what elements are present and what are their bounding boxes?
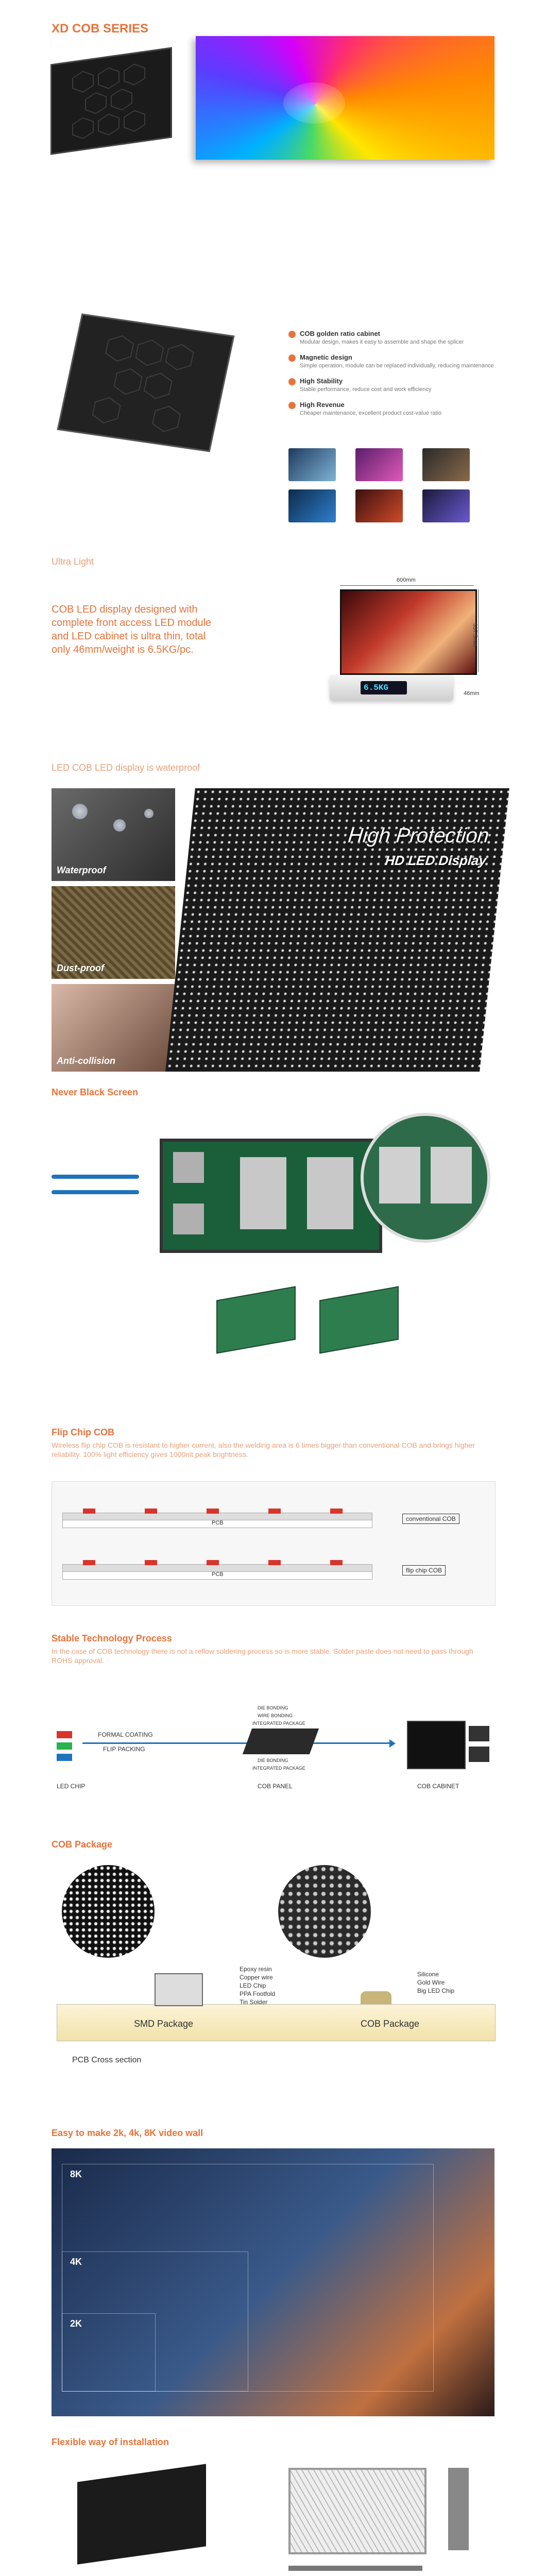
smd-closeup-image	[62, 1865, 155, 1958]
cob-cabinet-side	[469, 1726, 489, 1741]
anticollision-image	[52, 984, 175, 1072]
flip-chip-title: Flip Chip COB	[52, 1427, 114, 1437]
feature-item	[288, 353, 505, 374]
pcb-label: PCB	[212, 1520, 224, 1526]
feature-item	[288, 401, 505, 421]
flip-chip-cob-label: flip chip COB	[402, 1565, 446, 1575]
package-cross-section	[57, 2004, 496, 2041]
feature-bullet-icon	[288, 354, 296, 362]
receiving-card-image	[216, 1286, 296, 1353]
pcb-label: PCB	[212, 1571, 224, 1578]
pcb-cross-section-label: PCB Cross section	[72, 2056, 142, 2064]
feature-bullet-icon	[288, 378, 296, 385]
process-arrow	[82, 1742, 391, 1744]
smd-layer-label: Tin Solder	[240, 1998, 268, 2006]
feature-title: High Stability	[300, 377, 343, 385]
dustproof-label: Dust-proof	[57, 963, 104, 973]
receiving-card-image	[319, 1286, 399, 1353]
cabinet-angle-image	[57, 313, 235, 452]
features-section	[0, 309, 546, 526]
hex-frame-image	[288, 2468, 426, 2554]
feature-item	[288, 330, 505, 350]
feature-bullet-icon	[288, 402, 296, 409]
smd-layer-label: LED Chip	[240, 1982, 266, 1989]
series-title: XD COB SERIES	[52, 22, 149, 36]
video-wall-title: Easy to make 2k, 4k, 8K video wall	[52, 2128, 203, 2138]
dimension-width-label: 600mm	[397, 577, 416, 583]
stable-tech-description: In the case of COB technology there is not a reflow soldering process so is more stable. Solder paste does not need to pass through ROHS approval.	[52, 1647, 473, 1665]
cob-panel-image	[243, 1728, 319, 1754]
cob-panel-caption: COB PANEL	[258, 1783, 293, 1790]
never-black-screen-section	[0, 1082, 546, 1401]
bracket-bar	[288, 2566, 422, 2571]
ultra-light-section	[0, 546, 546, 752]
application-thumbnail	[288, 448, 336, 481]
application-thumbnail	[422, 448, 470, 481]
process-step: INTEGRATED PACKAGE	[252, 1721, 305, 1726]
feature-desc: Cheaper maintenance, excellent product cost-value ratio	[300, 410, 442, 416]
cob-package-title: COB Package	[52, 1839, 113, 1850]
cob-closeup-image	[278, 1865, 371, 1958]
led-chip-red	[57, 1731, 72, 1738]
process-arrow-head-icon	[389, 1739, 396, 1748]
stable-tech-title: Stable Technology Process	[52, 1633, 172, 1643]
smd-layer-label: PPA Footfold	[240, 1990, 276, 1997]
cob-component	[361, 1991, 391, 2004]
flip-chip-section	[0, 1422, 546, 1628]
cob-cabinet-caption: COB CABINET	[417, 1783, 459, 1790]
dimension-height-line	[478, 589, 479, 672]
application-thumbnail	[422, 489, 470, 522]
zoom-detail-circle	[361, 1113, 490, 1243]
wall-mount-image	[448, 2468, 469, 2550]
high-protection-heading: High Protection	[347, 824, 490, 847]
feature-list	[288, 330, 505, 433]
label-4k: 4K	[70, 2257, 82, 2267]
flip-chip-diagram	[52, 1481, 496, 1606]
network-cable-icon	[52, 1175, 139, 1179]
flip-packing-label: FLIP PACKING	[103, 1745, 145, 1753]
formal-coating-label: FORMAL COATING	[98, 1731, 153, 1738]
application-thumbnail	[355, 448, 403, 481]
video-wall-section	[0, 2123, 546, 2432]
feature-bullet-icon	[288, 331, 296, 338]
cob-layer-label: Gold Wire	[417, 1979, 445, 1986]
process-step: WIRE BONDING	[258, 1713, 293, 1718]
video-wall-image	[52, 2148, 494, 2416]
stable-technology-section	[0, 1628, 546, 1824]
led-matrix-closeup-image	[165, 788, 509, 1072]
dimension-depth-label: 46mm	[464, 690, 480, 697]
label-2k: 2K	[70, 2318, 82, 2329]
waterproof-label: Waterproof	[57, 865, 106, 875]
network-cable-icon	[52, 1190, 139, 1194]
process-step: DIE BONDING	[258, 1758, 288, 1763]
led-chip-caption: LED CHIP	[57, 1783, 86, 1790]
led-chip-green	[57, 1742, 72, 1750]
dimension-height-label: 337.5mm	[472, 623, 478, 647]
scale-reading: 6.5KG	[364, 683, 389, 692]
conventional-cob-label: conventional COB	[402, 1514, 459, 1524]
cob-cabinet-image	[407, 1721, 466, 1769]
hexagon-pattern-icon	[52, 49, 170, 153]
feature-title: Magnetic design	[300, 353, 352, 361]
cob-cabinet-side	[469, 1747, 489, 1762]
smd-layer-label: Epoxy resin	[240, 1965, 272, 1973]
cob-package-label: COB Package	[361, 2019, 420, 2029]
process-step: DIE BONDING	[258, 1705, 288, 1710]
smd-package-label: SMD Package	[134, 2019, 194, 2029]
feature-item	[288, 377, 505, 398]
cob-package-section	[0, 1834, 546, 2123]
screen-on-scale-image	[340, 589, 477, 675]
cob-layer-label: Silicone	[417, 1971, 439, 1978]
swirl-screen-image	[196, 36, 494, 160]
ultra-light-label: Ultra Light	[52, 556, 94, 567]
feature-title: COB golden ratio cabinet	[300, 330, 381, 337]
flip-chip-description: Wireless flip chip COB is resistant to higher current, also the welding area is 6 times bigger than conventional COB and brings higher reliability. 100% light efficiency gives 1000nit peak brightness.	[52, 1441, 475, 1459]
dustproof-image	[52, 886, 175, 979]
hero-section	[0, 0, 546, 160]
smd-component	[155, 1973, 203, 2006]
ultra-light-description: COB LED display designed with complete front access LED module and LED cabinet is ultra thin, total only 46mm/weight is 6.5KG/pc.	[52, 604, 212, 655]
smd-layer-label: Copper wire	[240, 1974, 273, 1981]
never-black-title: Never Black Screen	[52, 1087, 139, 1097]
application-thumbnail	[355, 489, 403, 522]
hd-led-display-subheading: HD LED Display	[384, 853, 487, 868]
process-step: INTEGRATED PACKAGE	[252, 1766, 305, 1771]
feature-desc: Simple operation, module can be replaced individually, reducing maintenance	[300, 363, 494, 369]
waterproof-image	[52, 788, 175, 881]
feature-title: High Revenue	[300, 401, 345, 409]
cob-layer-label: Big LED Chip	[417, 1987, 455, 1994]
cabinet-group-image	[77, 2464, 206, 2564]
waterproof-section	[0, 757, 546, 1077]
application-thumbnail	[288, 489, 336, 522]
anticollision-label: Anti-collision	[57, 1056, 115, 1066]
led-chip-blue	[57, 1754, 72, 1761]
cabinet-back-image	[50, 47, 172, 155]
installation-title: Flexible way of installation	[52, 2437, 169, 2447]
label-8k: 8K	[70, 2169, 82, 2179]
feature-desc: Modular design, makes it easy to assemble and shape the splicer	[300, 339, 464, 345]
receiving-board-image	[160, 1139, 382, 1253]
installation-section	[0, 2432, 546, 2576]
dimension-width-line	[340, 585, 474, 586]
feature-desc: Stable performance, reduce cost and work efficiency	[300, 386, 432, 393]
waterproof-title: LED COB LED display is waterproof	[52, 762, 200, 773]
